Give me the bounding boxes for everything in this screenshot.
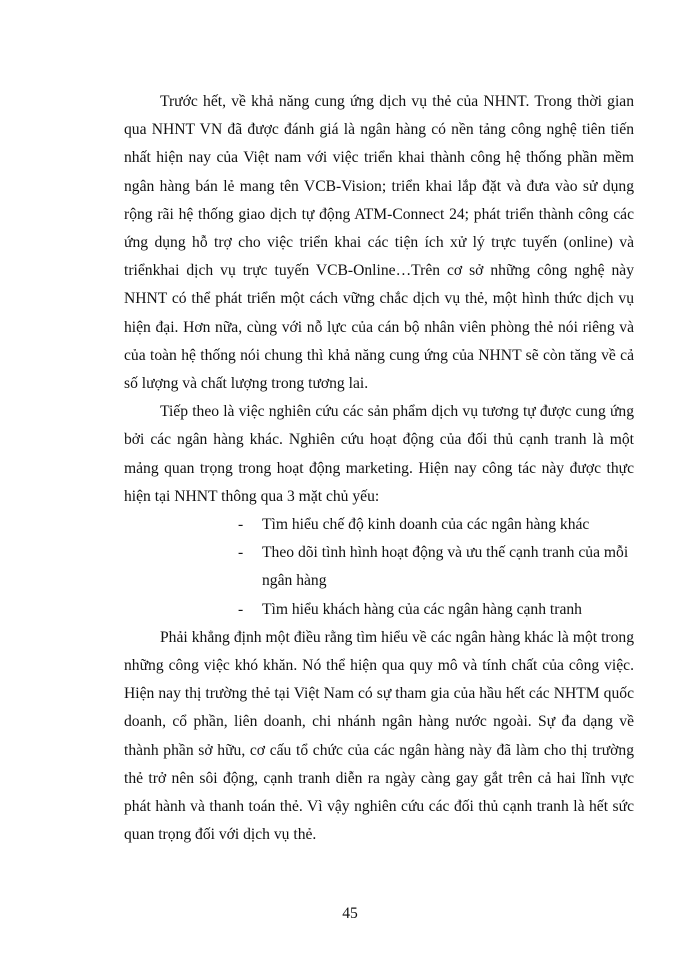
bullet-marker: - (238, 600, 244, 618)
paragraph-3: Phải khẳng định một điều rằng tìm hiểu về các ngân hàng khác là một trong những công việc khó khăn. Nó thể hiện qua quy mô và tính chất của công việc. Hiện nay thị trường thẻ tại Việt Nam có sự tham gia của hầu hết các NHTM quốc doanh, cổ phần, liên doanh, chi nhánh ngân hàng nước ngoài. Sự đa dạng về thành phần sở hữu, cơ cấu tổ chức của các ngân hàng này đã làm cho thị trường thẻ trở nên sôi động, cạnh tranh diễn ra ngày càng gay gắt trên cả hai lĩnh vực phát hành và thanh toán thẻ. Vì vậy nghiên cứu các đối thủ cạnh tranh là hết sức quan trọng đối với dịch vụ thẻ. (124, 628, 634, 844)
page-number: 45 (342, 905, 358, 922)
paragraph-2: Tiếp theo là việc nghiên cứu các sản phẩm dịch vụ tương tự được cung ứng bởi các ngân hàng khác. Nghiên cứu hoạt động của đối thủ cạnh tranh là một mảng quan trọng trong hoạt động marketing. Hiện nay công tác này được thực hiện tại NHNT thông qua 3 mặt chủ yếu: (124, 403, 634, 505)
bullet-text: Tìm hiểu chế độ kinh doanh của các ngân hàng khác (262, 516, 590, 534)
bullet-item (238, 511, 634, 539)
bullet-text: Tìm hiểu khách hàng của các ngân hàng cạnh tranh (262, 600, 582, 618)
page-body (124, 88, 634, 849)
bullet-item (238, 539, 634, 595)
paragraph-1: Trước hết, về khả năng cung ứng dịch vụ thẻ của NHNT. Trong thời gian qua NHNT VN đã được đánh giá là ngân hàng có nền tảng công nghệ tiên tiến nhất hiện nay của Việt nam với việc triển khai thành công hệ thống phần mềm ngân hàng bán lẻ mang tên VCB-Vision; triển khai lắp đặt và đưa vào sử dụng rộng rãi hệ thống giao dịch tự động ATM-Connect 24; phát triển thành công các ứng dụng hỗ trợ cho việc triển khai các tiện ích xử lý trực tuyến (online) và triểnkhai dịch vụ trực tuyến VCB-Online…Trên cơ sở những công nghệ này NHNT có thể phát triển một cách vững chắc dịch vụ thẻ, một hình thức dịch vụ hiện đại. Hơn nữa, cùng với nỗ lực của cán bộ nhân viên phòng thẻ nói riêng và của toàn hệ thống nói chung thì khả năng cung ứng của NHNT sẽ còn tăng về cả số lượng và chất lượng trong tương lai. (124, 93, 634, 393)
bullet-item (238, 596, 634, 624)
bullet-text: Theo dõi tình hình hoạt động và ưu thế cạnh tranh của mỗi ngân hàng (262, 544, 629, 590)
bullet-marker: - (238, 516, 244, 534)
bullet-marker: - (238, 544, 244, 562)
bullet-list (124, 511, 634, 624)
